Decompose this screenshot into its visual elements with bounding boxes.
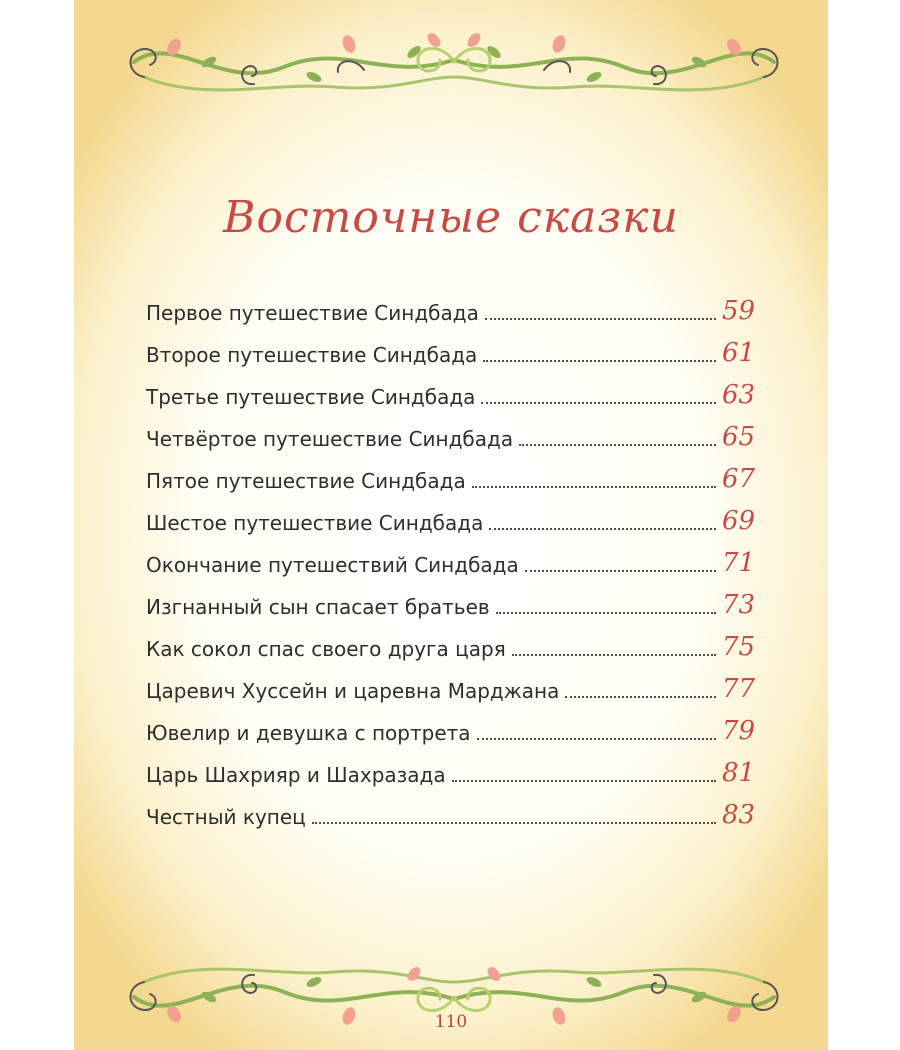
dot-leader bbox=[489, 527, 716, 530]
toc-entry-title: Пятое путешествие Синдбада bbox=[146, 469, 466, 493]
floral-vine-ornament-top bbox=[114, 22, 794, 112]
toc-entry-page: 69 bbox=[722, 506, 756, 536]
dot-leader bbox=[512, 653, 716, 656]
toc-entry[interactable] bbox=[146, 328, 766, 370]
toc-entry-title: Как сокол спас своего друга царя bbox=[146, 637, 506, 661]
toc-entry[interactable] bbox=[146, 706, 766, 748]
toc-entry-page: 77 bbox=[722, 674, 756, 704]
dot-leader bbox=[565, 695, 716, 698]
toc-entry-title: Царь Шахрияр и Шахразада bbox=[146, 763, 446, 787]
toc-entry-title: Изгнанный сын спасает братьев bbox=[146, 595, 490, 619]
toc-entry[interactable] bbox=[146, 790, 766, 832]
toc-entry[interactable] bbox=[146, 622, 766, 664]
toc-entry-title: Третье путешествие Синдбада bbox=[146, 385, 476, 409]
dot-leader bbox=[477, 737, 716, 740]
book-page bbox=[74, 0, 828, 1050]
toc-entry-title: Честный купец bbox=[146, 805, 306, 829]
toc-entry-page: 59 bbox=[722, 296, 756, 326]
dot-leader bbox=[519, 443, 716, 446]
dot-leader bbox=[525, 569, 716, 572]
toc-entry-title: Четвёртое путешествие Синдбада bbox=[146, 427, 514, 451]
toc-entry[interactable] bbox=[146, 664, 766, 706]
dot-leader bbox=[485, 317, 716, 320]
toc-entry[interactable] bbox=[146, 748, 766, 790]
toc-entry-page: 71 bbox=[722, 548, 756, 578]
toc-entry-title: Царевич Хуссейн и царевна Марджана bbox=[146, 679, 560, 703]
section-title: Восточные сказки bbox=[223, 192, 679, 243]
dot-leader bbox=[312, 821, 716, 824]
toc-entry[interactable] bbox=[146, 286, 766, 328]
toc-entry[interactable] bbox=[146, 370, 766, 412]
toc-entry-page: 67 bbox=[722, 464, 756, 494]
toc-entry[interactable] bbox=[146, 412, 766, 454]
dot-leader bbox=[483, 359, 716, 362]
toc-entry-title: Первое путешествие Синдбада bbox=[146, 301, 479, 325]
dot-leader bbox=[481, 401, 716, 404]
toc-entry-page: 79 bbox=[722, 716, 756, 746]
toc-entry-page: 81 bbox=[722, 758, 756, 788]
toc-entry[interactable] bbox=[146, 580, 766, 622]
toc-entry[interactable] bbox=[146, 538, 766, 580]
toc-entry-page: 63 bbox=[722, 380, 756, 410]
dot-leader bbox=[496, 611, 716, 614]
dot-leader bbox=[452, 779, 716, 782]
toc-entry[interactable] bbox=[146, 454, 766, 496]
table-of-contents bbox=[146, 286, 766, 832]
toc-entry-page: 65 bbox=[722, 422, 756, 452]
toc-entry-page: 61 bbox=[722, 338, 756, 368]
toc-entry[interactable] bbox=[146, 496, 766, 538]
toc-entry-page: 73 bbox=[722, 590, 756, 620]
toc-entry-title: Ювелир и девушка с портрета bbox=[146, 721, 471, 745]
toc-entry-title: Второе путешествие Синдбада bbox=[146, 343, 478, 367]
dot-leader bbox=[472, 485, 716, 488]
toc-entry-title: Шестое путешествие Синдбада bbox=[146, 511, 484, 535]
toc-entry-page: 75 bbox=[722, 632, 756, 662]
toc-entry-title: Окончание путешествий Синдбада bbox=[146, 553, 519, 577]
toc-entry-page: 83 bbox=[722, 800, 756, 830]
page-number: 110 bbox=[434, 1012, 468, 1032]
